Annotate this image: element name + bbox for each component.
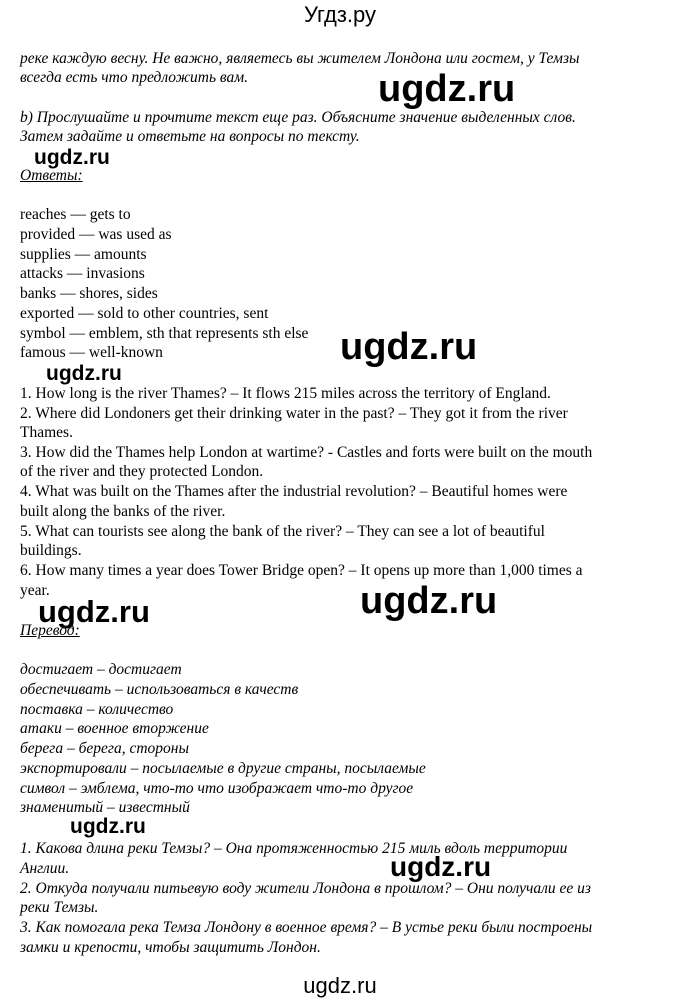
watermark: ugdz.ru [70,815,146,838]
qa-ru-line: 3. Как помогала река Темза Лондону в военное время? – В устье реки были построены [20,919,593,936]
vocab-ru-item: символ – эмблема, что-то что изображает что-то другое [20,780,414,797]
answers-heading: Ответы: [20,167,83,184]
vocab-ru-item: экспортировали – посылаемые в другие страны, посылаемые [20,760,426,777]
vocab-item: banks — shores, sides [20,285,158,302]
vocab-ru-item: знаменитый – известный [20,799,190,816]
vocab-item: reaches — gets to [20,206,131,223]
vocab-item: exported — sold to other countries, sent [20,305,269,322]
qa-ru-line: 2. Откуда получали питьевую воду жители Лондона в прошлом? – Они получали ее из [20,880,591,897]
qa-line: buildings. [20,542,82,559]
task-line: Затем задайте и ответьте на вопросы по тексту. [20,128,360,145]
qa-line: of the river and they protected London. [20,463,264,480]
watermark: ugdz.ru [340,326,478,368]
vocab-item: symbol — emblem, sth that represents sth else [20,325,309,342]
qa-line: Thames. [20,424,73,441]
qa-ru-line: реки Темзы. [20,899,99,916]
site-footer: ugdz.ru [303,973,377,998]
qa-line: 4. What was built on the Thames after the industrial revolution? – Beautiful homes were [20,483,568,500]
qa-ru-line: Англии. [20,860,70,877]
intro-line: всегда есть что предложить вам. [20,69,249,86]
watermark: ugdz.ru [46,362,122,385]
vocab-ru-item: достигает – достигает [20,661,182,678]
vocab-ru-item: поставка – количество [20,701,174,718]
intro-line: реке каждую весну. Не важно, являетесь вы жителем Лондона или гостем, у Темзы [20,50,580,67]
qa-line: 6. How many times a year does Tower Bridge open? – It opens up more than 1,000 times a [20,562,583,579]
translation-heading: Перевод: [20,622,80,639]
qa-line: 5. What can tourists see along the bank of the river? – They can see a lot of beautiful [20,523,545,540]
vocab-item: attacks — invasions [20,265,145,282]
vocab-ru-item: берега – берега, стороны [20,740,189,757]
watermark: ugdz.ru [360,580,498,622]
qa-ru-line: замки и крепости, чтобы защитить Лондон. [20,939,321,956]
vocab-item: provided — was used as [20,226,172,243]
vocab-ru-item: обеспечивать – использоваться в качеств [20,681,299,698]
qa-line: 2. Where did Londoners get their drinking water in the past? – They got it from the river [20,405,568,422]
qa-line: year. [20,582,50,599]
watermark: ugdz.ru [390,851,492,882]
vocab-item: famous — well-known [20,344,163,361]
qa-line: built along the banks of the river. [20,503,226,520]
qa-line: 1. How long is the river Thames? – It flows 215 miles across the territory of England. [20,385,551,402]
qa-line: 3. How did the Thames help London at wartime? - Castles and forts were built on the mouth [20,444,593,461]
vocab-item: supplies — amounts [20,246,147,263]
task-line: b) Прослушайте и прочтите текст еще раз. Объясните значение выделенных слов. [20,109,576,126]
qa-ru-line: 1. Какова длина реки Темзы? – Она протяженностью 215 миль вдоль территории [20,840,568,857]
watermark: ugdz.ru [378,68,516,110]
watermark: ugdz.ru [34,146,110,169]
vocab-ru-item: атаки – военное вторжение [20,720,209,737]
site-header: Угдз.ру [303,2,377,27]
watermark: ugdz.ru [38,594,150,629]
